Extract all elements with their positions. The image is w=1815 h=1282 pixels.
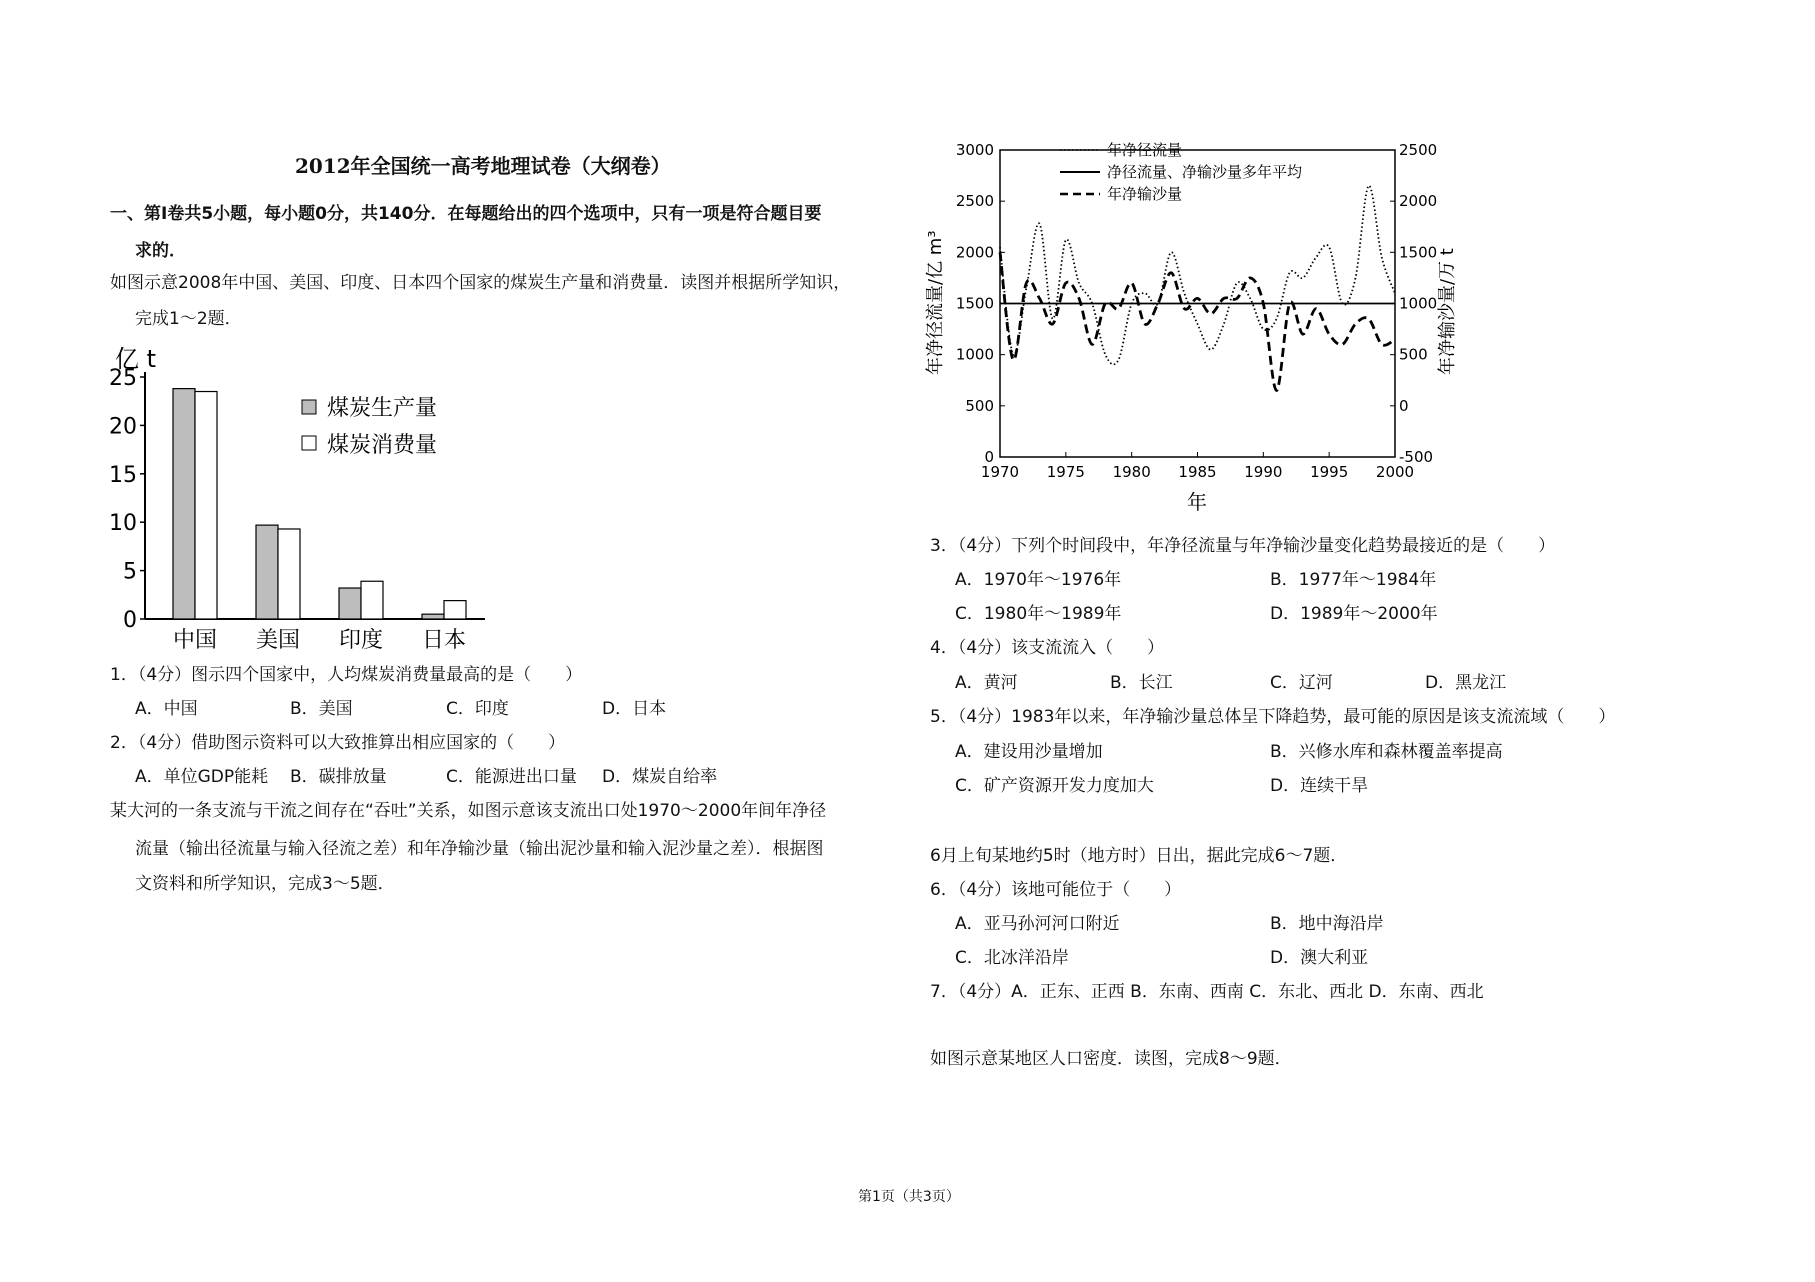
chart-unit-label: 亿 t — [115, 345, 157, 373]
x-tick-label: 2000 — [1375, 463, 1415, 481]
y-tick-label: 5 — [123, 559, 137, 585]
intro-q1-2-cont: 完成1～2题． — [135, 309, 242, 329]
q3-option-c[interactable]: C．1980年～1989年 — [955, 604, 1122, 624]
x-tick-label: 1980 — [1112, 463, 1151, 481]
bar-consumption — [444, 601, 466, 619]
question-6-stem: 6．（4分）该地可能位于（ ） — [930, 880, 1182, 900]
q6-option-a[interactable]: A．亚马孙河河口附近 — [955, 914, 1120, 934]
right-tick-label: 2000 — [1399, 192, 1438, 211]
x-tick-label: 中国 — [172, 628, 218, 652]
left-tick-label: 2500 — [955, 192, 994, 211]
left-tick-label: 500 — [965, 396, 994, 415]
right-tick-label: 1000 — [1399, 294, 1438, 313]
legend-label-runoff: 年净径流量 — [1107, 141, 1183, 159]
intro-q3-5-cont2: 文资料和所学知识，完成3～5题． — [135, 874, 395, 894]
question-7: 7．（4分）A．正东、正西 B．东南、西南 C．东北、西北 D．东南、西北 — [930, 982, 1484, 1002]
y-tick-label: 25 — [109, 366, 137, 391]
y-tick-label: 0 — [123, 608, 137, 633]
q1-option-c[interactable]: C．印度 — [446, 699, 509, 719]
left-tick-label: 3000 — [955, 141, 994, 159]
y-axis-title-right: 年净输沙量/万 t — [1437, 248, 1458, 375]
page-title: 2012年全国统一高考地理试卷（大纲卷） — [295, 154, 671, 178]
river-line-chart — [915, 135, 1475, 515]
q6-option-c[interactable]: C．北冰洋沿岸 — [955, 948, 1069, 968]
left-tick-label: 1500 — [955, 294, 994, 313]
legend-label-sediment: 年净输沙量 — [1107, 185, 1183, 203]
x-tick-label: 日本 — [421, 628, 467, 652]
series-line-runoff — [1000, 186, 1395, 365]
question-3-stem: 3．（4分）下列个时间段中，年净径流量与年净输沙量变化趋势最接近的是（ ） — [930, 536, 1556, 556]
q6-option-d[interactable]: D．澳大利亚 — [1270, 948, 1369, 968]
x-tick-label: 1995 — [1310, 463, 1349, 481]
x-tick-label: 1985 — [1178, 463, 1217, 481]
q3-option-a[interactable]: A．1970年～1976年 — [955, 570, 1122, 590]
bar-production — [173, 389, 195, 619]
intro-q3-5: 某大河的一条支流与干流之间存在“吞吐”关系，如图示意该支流出口处1970～2000年间年净径 — [110, 801, 827, 821]
legend-swatch-consumption — [302, 436, 316, 450]
bar-production — [256, 525, 278, 619]
q2-option-c[interactable]: C．能源进出口量 — [446, 767, 577, 787]
q5-option-b[interactable]: B．兴修水库和森林覆盖率提高 — [1270, 742, 1503, 762]
right-tick-label: -500 — [1399, 448, 1434, 466]
left-tick-label: 1000 — [955, 345, 994, 364]
bar-production — [339, 588, 361, 619]
bar-consumption — [361, 581, 383, 619]
intro-q6-7: 6月上旬某地约5时（地方时）日出，据此完成6～7题． — [930, 846, 1348, 866]
right-tick-label: 2500 — [1399, 141, 1438, 159]
intro-q3-5-cont: 流量（输出径流量与输入径流之差）和年净输沙量（输出泥沙量和输入泥沙量之差）．根据图 — [135, 839, 824, 859]
q5-option-a[interactable]: A．建设用沙量增加 — [955, 742, 1103, 762]
bar-production — [422, 614, 444, 619]
section-header-cont: 求的． — [135, 241, 186, 261]
question-2-stem: 2．（4分）借助图示资料可以大致推算出相应国家的（ ） — [110, 733, 566, 753]
page-footer: 第1页（共3页） — [858, 1189, 960, 1205]
x-axis-title: 年 — [1187, 490, 1207, 514]
question-4-stem: 4．（4分）该支流流入（ ） — [930, 638, 1165, 658]
x-tick-label: 美国 — [255, 628, 301, 652]
q1-option-d[interactable]: D．日本 — [602, 699, 667, 719]
q4-option-d[interactable]: D．黑龙江 — [1425, 673, 1507, 693]
q5-option-d[interactable]: D．连续干旱 — [1270, 776, 1369, 796]
left-tick-label: 0 — [984, 448, 994, 466]
left-tick-label: 2000 — [955, 243, 994, 262]
bar-consumption — [278, 529, 300, 619]
q5-option-c[interactable]: C．矿产资源开发力度加大 — [955, 776, 1154, 796]
bar-consumption — [195, 392, 217, 619]
question-5-stem: 5．（4分）1983年以来，年净输沙量总体呈下降趋势，最可能的原因是该支流流域（ ） — [930, 707, 1616, 727]
legend-label-production: 煤炭生产量 — [327, 396, 438, 421]
q3-option-b[interactable]: B．1977年～1984年 — [1270, 570, 1437, 590]
q1-option-a[interactable]: A．中国 — [135, 699, 198, 719]
legend-label-consumption: 煤炭消费量 — [327, 433, 438, 458]
q2-option-d[interactable]: D．煤炭自给率 — [602, 767, 718, 787]
x-tick-label: 1975 — [1046, 463, 1085, 481]
q3-option-d[interactable]: D．1989年～2000年 — [1270, 604, 1438, 624]
q1-option-b[interactable]: B．美国 — [290, 699, 353, 719]
legend-swatch-production — [302, 400, 316, 414]
x-tick-label: 印度 — [338, 628, 384, 652]
q2-option-a[interactable]: A．单位GDP能耗 — [135, 767, 269, 787]
q4-option-a[interactable]: A．黄河 — [955, 673, 1018, 693]
intro-q1-2: 如图示意2008年中国、美国、印度、日本四个国家的煤炭生产量和消费量．读图并根据所学知识， — [110, 273, 851, 293]
coal-bar-chart — [105, 342, 505, 652]
q2-option-b[interactable]: B．碳排放量 — [290, 767, 387, 787]
right-tick-label: 0 — [1399, 396, 1409, 415]
q6-option-b[interactable]: B．地中海沿岸 — [1270, 914, 1384, 934]
right-tick-label: 1500 — [1399, 243, 1438, 262]
x-tick-label: 1990 — [1244, 463, 1283, 481]
q4-option-b[interactable]: B．长江 — [1110, 673, 1173, 693]
question-1-stem: 1．（4分）图示四个国家中，人均煤炭消费量最高的是（ ） — [110, 665, 583, 685]
y-axis-title-left: 年净径流量/亿 m³ — [925, 230, 946, 375]
right-tick-label: 500 — [1399, 345, 1428, 364]
y-tick-label: 15 — [109, 462, 137, 488]
y-tick-label: 20 — [109, 414, 137, 440]
legend-label-average: 净径流量、净输沙量多年平均 — [1107, 163, 1303, 181]
x-tick-label: 1970 — [980, 463, 1020, 481]
y-tick-label: 10 — [109, 511, 137, 537]
intro-q8-9: 如图示意某地区人口密度．读图，完成8～9题． — [930, 1049, 1292, 1069]
section-header: 一、第Ⅰ卷共5小题，每小题0分，共140分．在每题给出的四个选项中，只有一项是符合题目要 — [110, 204, 822, 224]
q4-option-c[interactable]: C．辽河 — [1270, 673, 1333, 693]
